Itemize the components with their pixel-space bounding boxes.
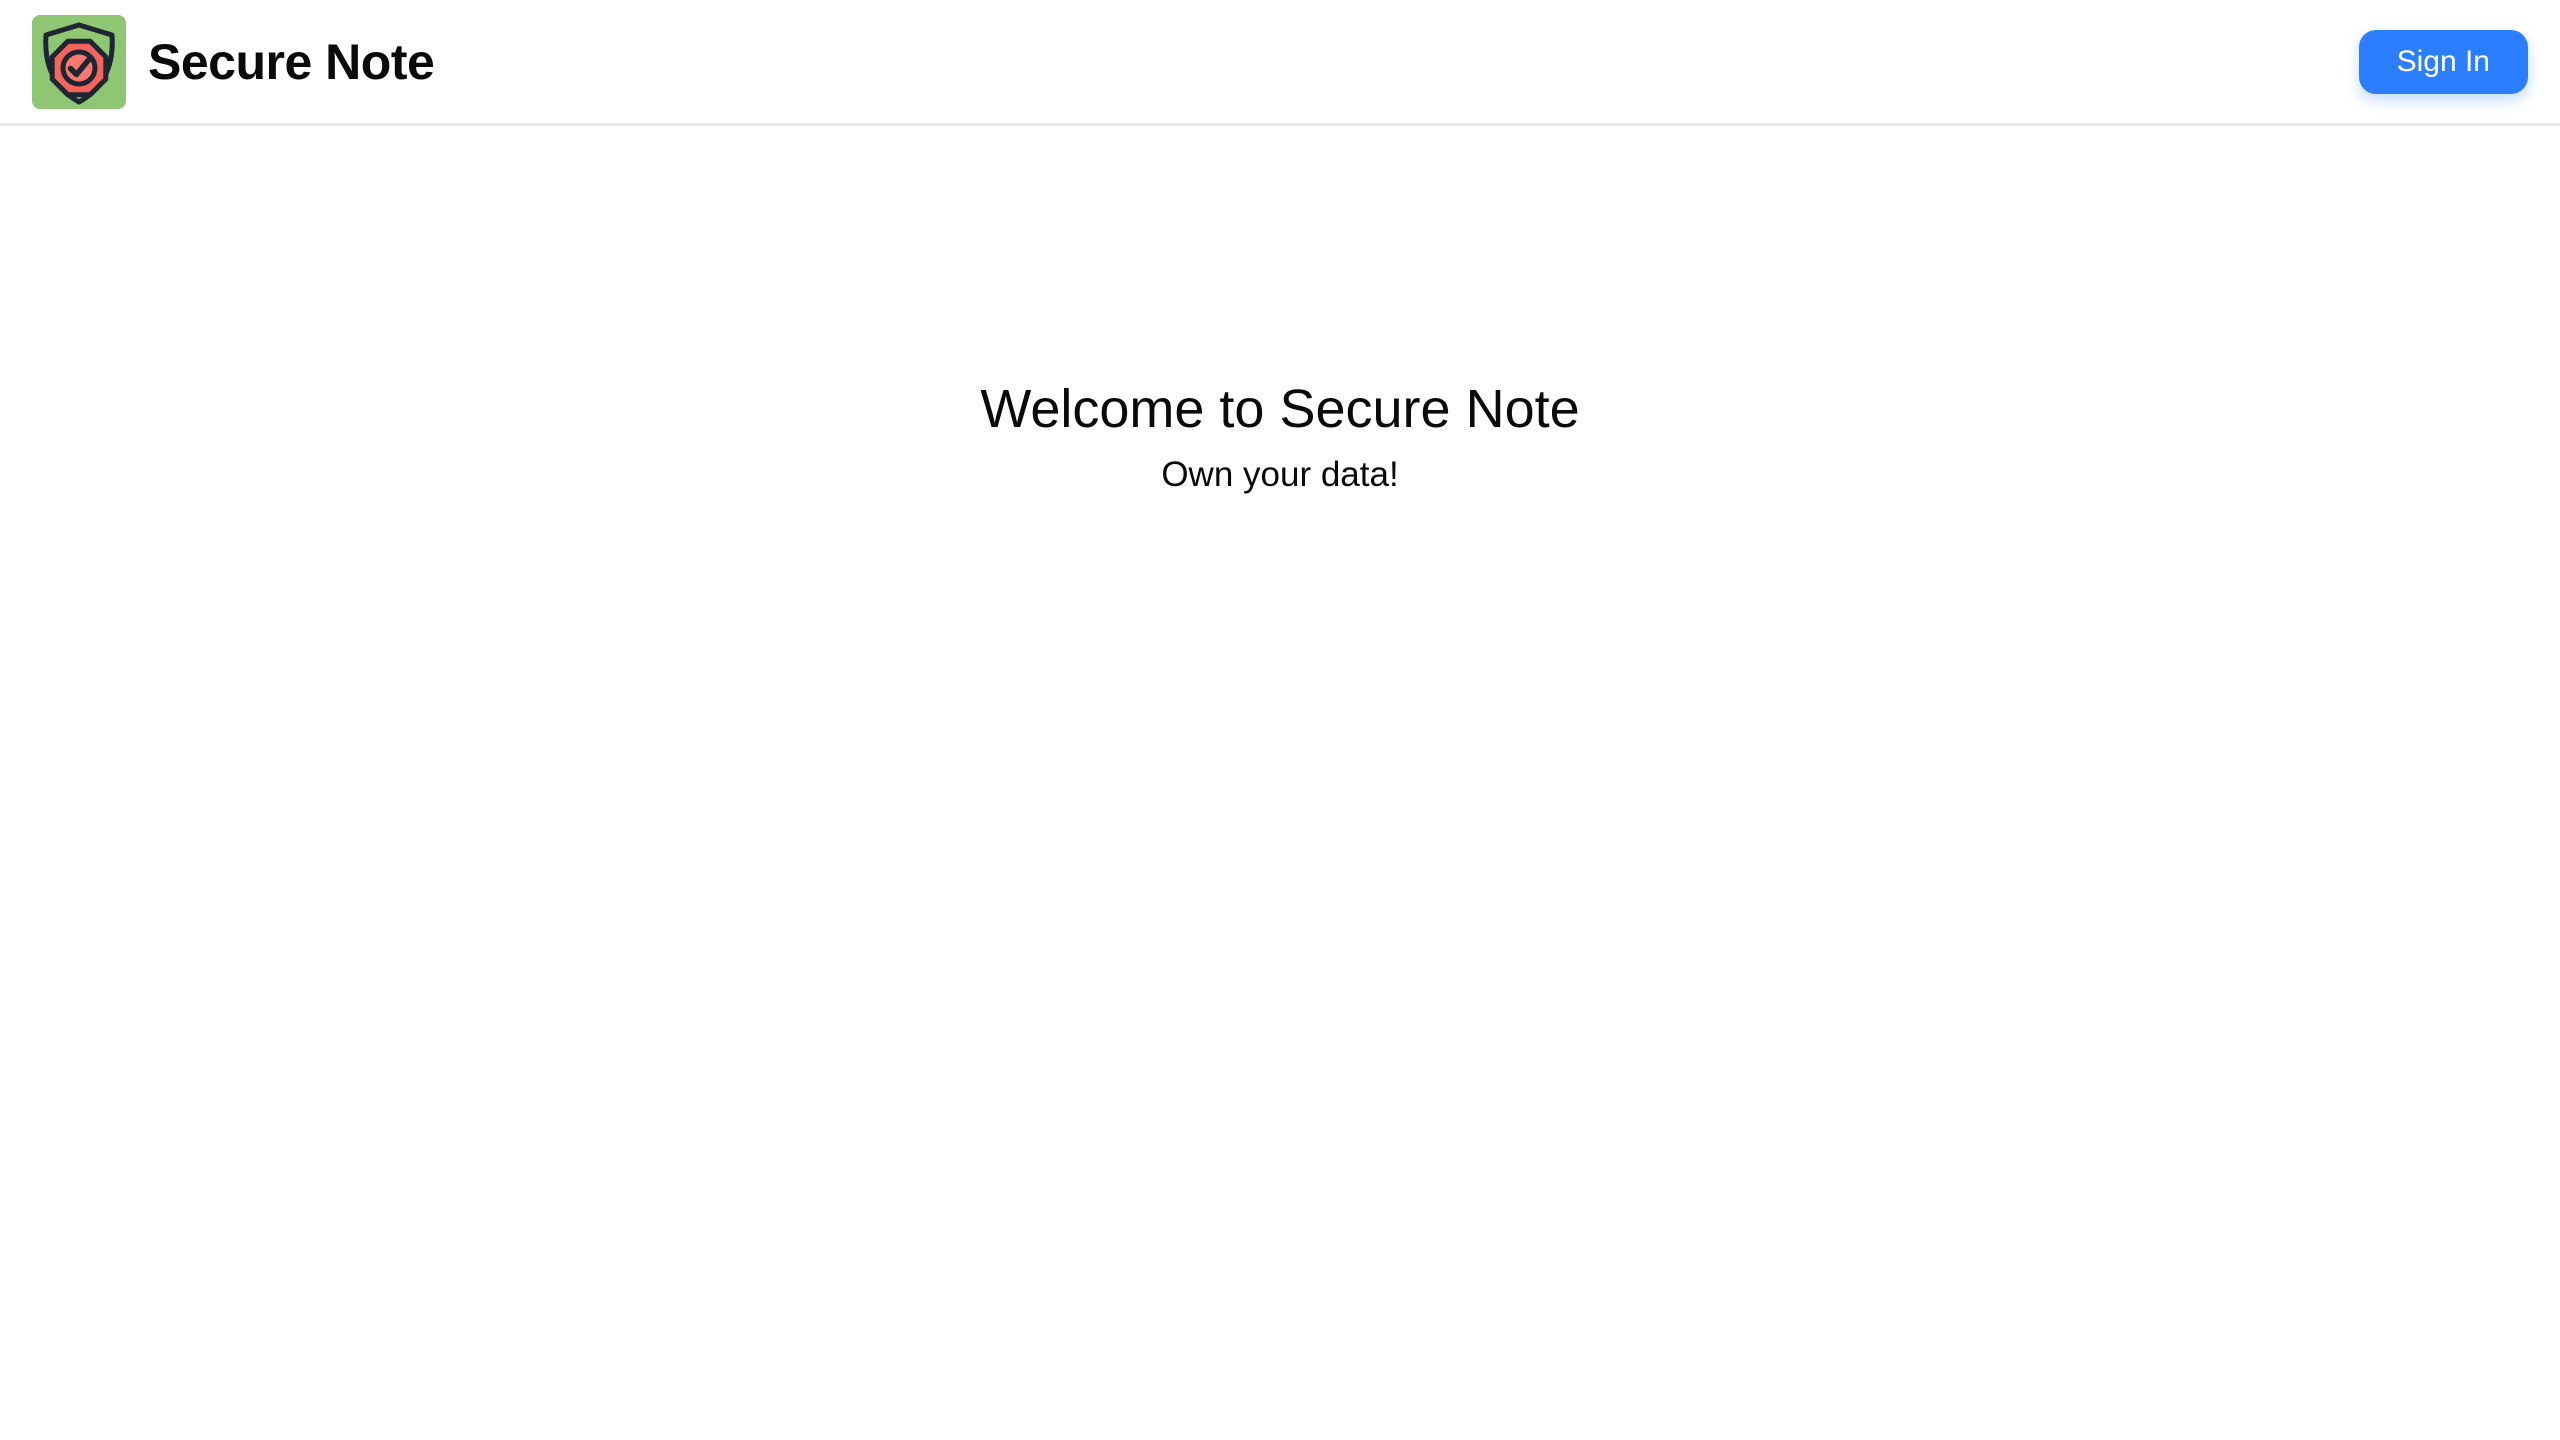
top-header [0,0,2560,126]
brand-home-link[interactable] [32,15,434,109]
hero-title: Welcome to Secure Note [980,379,1580,439]
sign-in-button[interactable]: Sign In [2359,30,2528,94]
hero-subtitle: Own your data! [1161,455,1399,495]
hero-section [0,126,2560,498]
shield-check-icon [32,15,126,109]
main-content [0,126,2560,1440]
app-title: Secure Note [148,33,435,90]
